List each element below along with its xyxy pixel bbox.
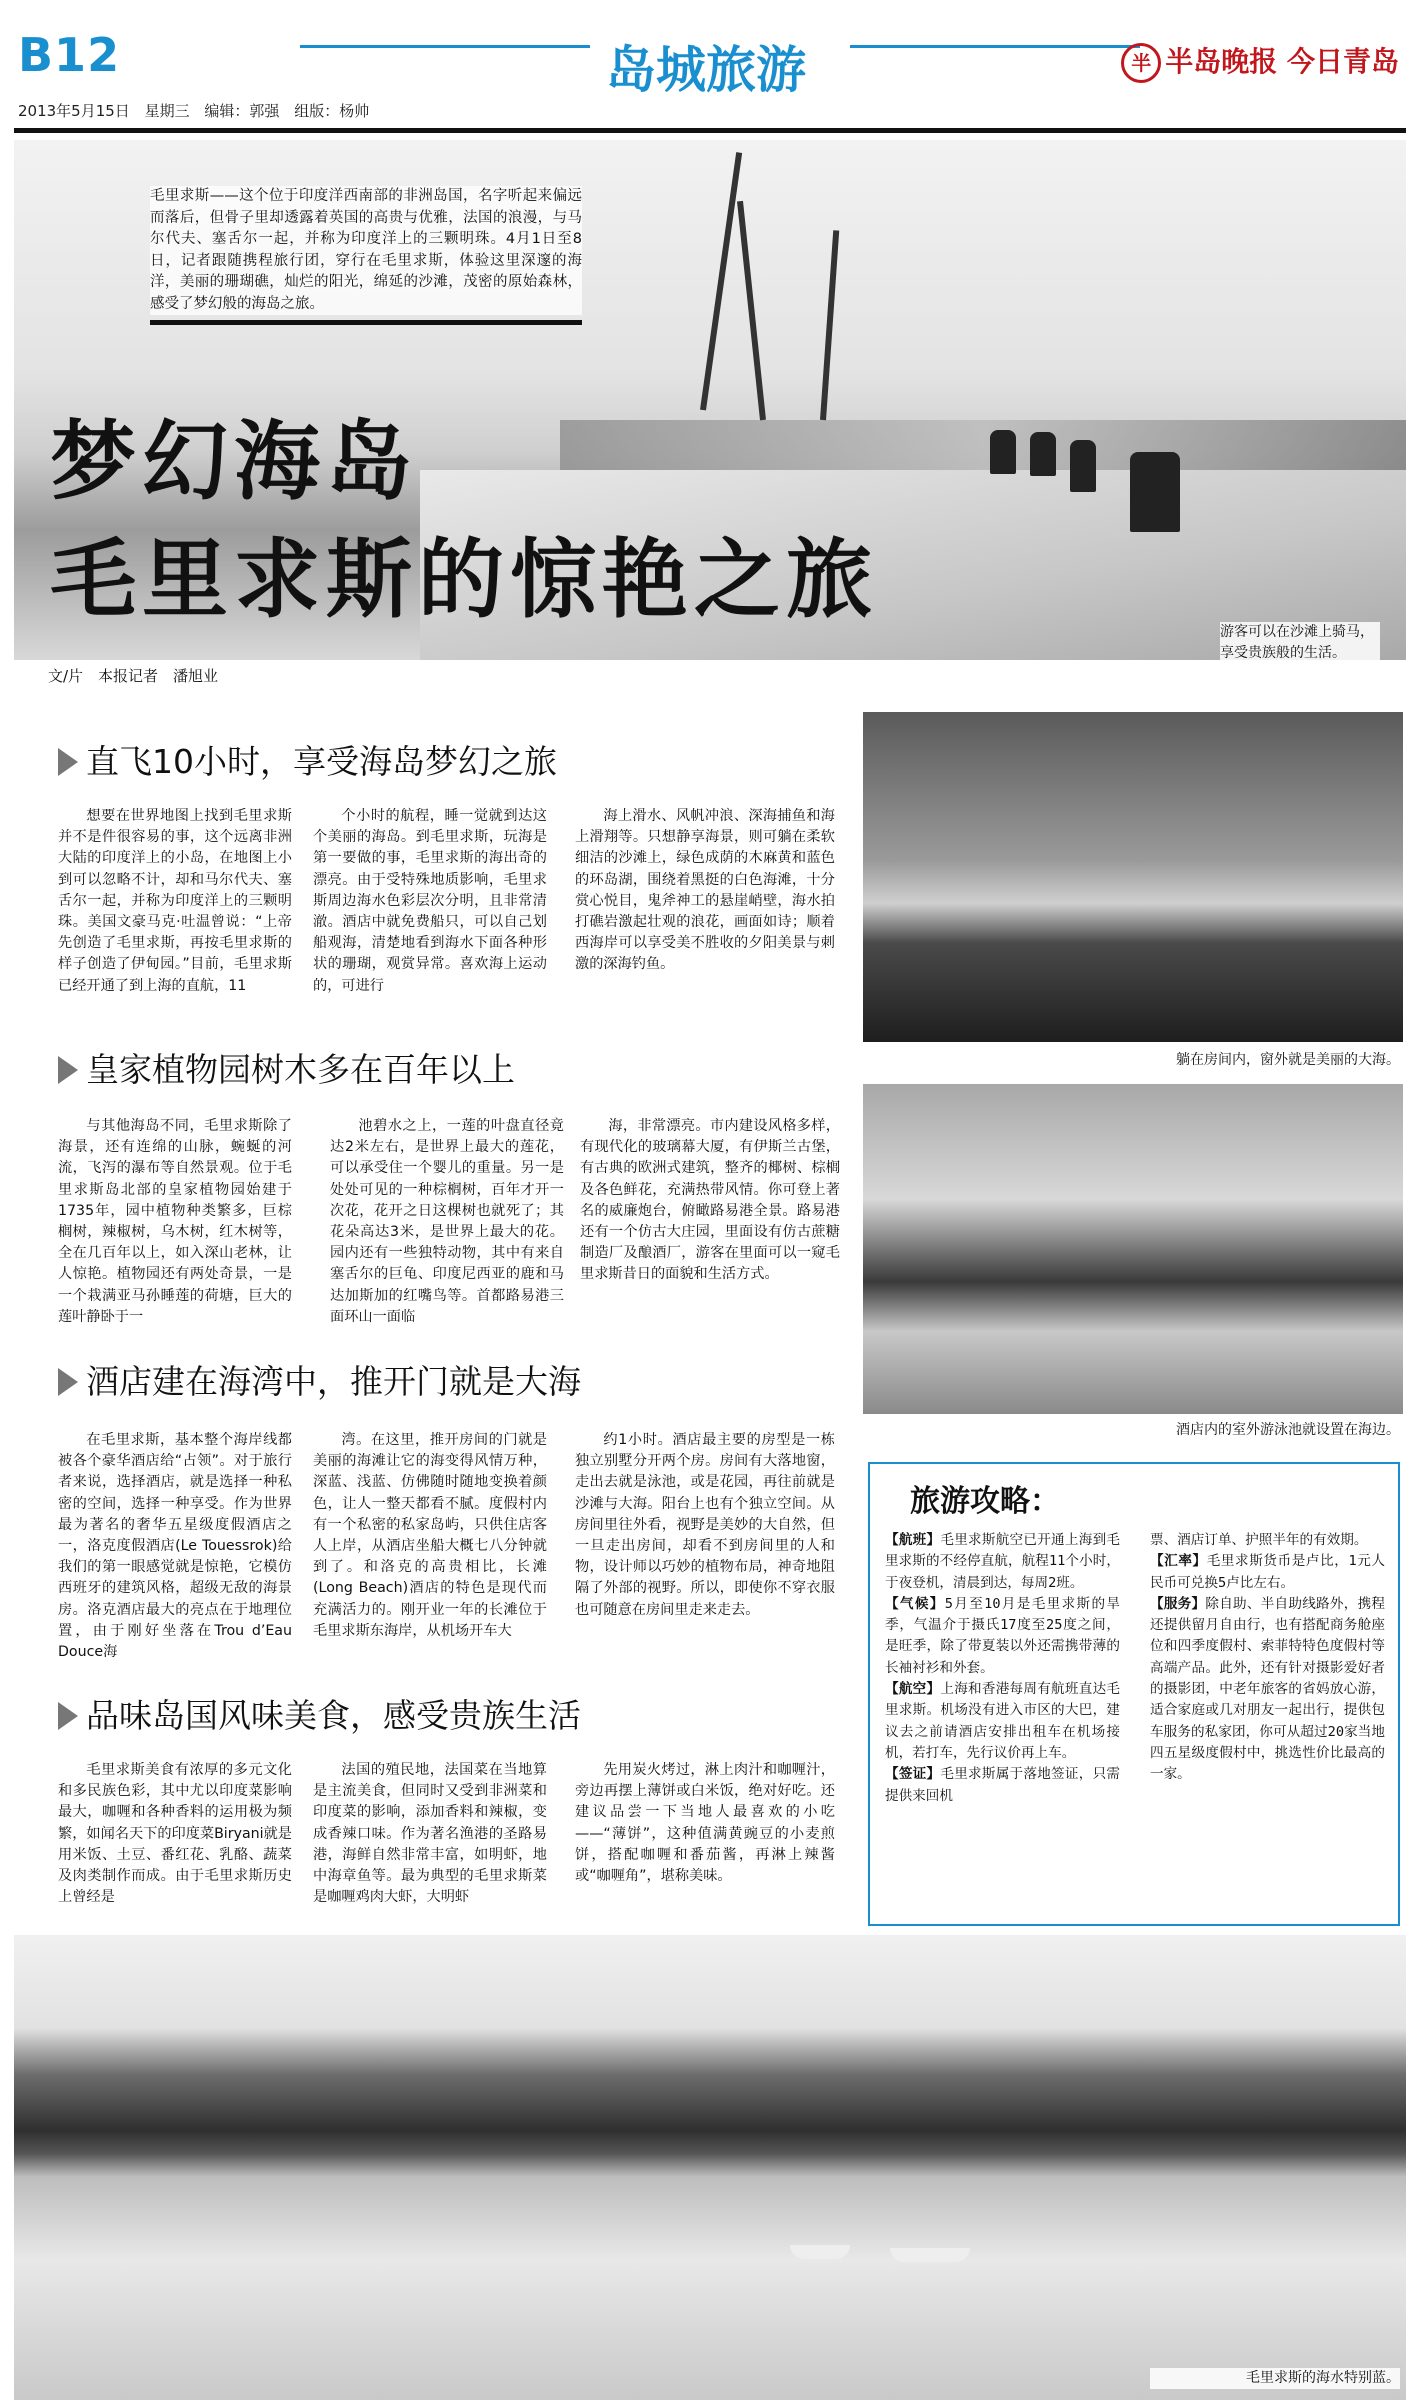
horse-rider-figure xyxy=(990,430,1016,474)
section-heading-4: 品味岛国风味美食，感受贵族生活 xyxy=(58,1690,581,1737)
travel-tip-text: 除自助、半自助线路外，携程还提供留月自由行，也有搭配商务舱座位和四季度假村、索菲特特色度假村等高端产品。此外，还有针对摄影爱好者的摄影团，中老年旅客的省妈放心游，适合家庭或几对朋友一起出行，提供包车服务的私家团，你可从超过20家当地四五星级度假村中，挑选性价比最高的一家。 xyxy=(1150,1595,1386,1783)
section-rule-left xyxy=(300,45,590,48)
travel-tip-text: 毛里求斯货币是卢比，1元人民币可兑换5卢比左右。 xyxy=(1150,1553,1385,1591)
travel-tip-item xyxy=(1150,1530,1385,1551)
issue-meta xyxy=(18,100,369,121)
travel-tip-item xyxy=(1150,1594,1385,1786)
travel-tips-title: 旅游攻略： xyxy=(910,1484,1060,1519)
section-2-col-3: 海，非常漂亮。市内建设风格多样，有现代化的玻璃幕大厦，有伊斯兰古堡，有古典的欧洲式建筑，整齐的椰树、棕榈及各色鲜花，充满热带风情。你可登上著名的威廉炮台，俯瞰路易港全景。路易港还有一个仿古大庄园，里面设有仿古蔗糖制造厂及酿酒厂，游客在里面可以一窥毛里求斯昔日的面貌和生活方式。 xyxy=(580,1118,840,1283)
horse-rider-figure xyxy=(1030,432,1056,476)
masthead-text: 半岛晚报 今日青岛 xyxy=(1165,45,1399,78)
travel-tip-item xyxy=(885,1594,1120,1679)
travel-tips-col-2 xyxy=(1150,1530,1385,1786)
section-title: 岛城旅游 xyxy=(606,41,806,99)
section-3-col-2: 湾。在这里，推开房间的门就是美丽的海滩让它的海变得风情万种，深蓝、浅蓝、仿佛随时随地变换着颜色，让人一整天都看不腻。度假村内有一个私密的私家岛屿，只供住店客人上岸，从酒店坐船大概七八分钟就到了。和洛克的高贵相比，长滩(Long Beach)酒店的特色是现代而充满活力的。刚开业一年的长滩位于毛里求斯东海岸，从机场开车大 xyxy=(313,1432,547,1639)
photo-sunset-sea xyxy=(863,712,1403,1042)
section-3-col-1: 在毛里求斯，基本整个海岸线都被各个豪华酒店给“占领”。对于旅行者来说，选择酒店，就是选择一种私密的空间，选择一种享受。作为世界最为著名的奢华五星级度假酒店之一，洛克度假酒店(Le Touessrok)给我们的第一眼感觉就是惊艳，它模仿西班牙的建筑风格，超级无敌的海景房。洛克酒店最大的亮点在于地理位置，由于刚好坐落在Trou d’Eau Douce海 xyxy=(58,1432,292,1661)
photo-bottom-caption: 毛里求斯的海水特别蓝。 xyxy=(1150,2368,1400,2389)
travel-tip-key: 【汇率】 xyxy=(1150,1553,1207,1570)
travel-tip-text: 毛里求斯属于落地签证，只需提供来回机 xyxy=(885,1766,1121,1804)
travel-tip-key: 【航班】 xyxy=(885,1532,941,1548)
section-3-col-3: 约1小时。酒店最主要的房型是一栋独立别墅分开两个房。房间有大落地窗，走出去就是泳池，或是花园，再往前就是沙滩与大海。阳台上也有个独立空间。从房间里往外看，视野是美妙的大自然，但一旦走出房间，却看不到房间里的人和物，设计师以巧妙的植物布局，神奇地阻隔了外部的视野。所以，即使你不穿衣服也可随意在房间里走来走去。 xyxy=(575,1432,835,1618)
photo-pool xyxy=(863,1084,1403,1414)
section-heading-1: 直飞10小时，享受海岛梦幻之旅 xyxy=(58,736,557,783)
triangle-bullet-icon xyxy=(58,1702,78,1730)
section-1-col-3: 海上滑水、风帆冲浪、深海捕鱼和海上滑翔等。只想静享海景，则可躺在柔软细洁的沙滩上，绿色成荫的木麻黄和蓝色的环岛湖，围绕着黑挺的白色海滩，十分赏心悦目，鬼斧神工的悬崖峭壁，海水拍打礁岩激起壮观的浪花，画面如诗；顺着西海岸可以享受美不胜收的夕阳美景与刺激的深海钓鱼。 xyxy=(575,808,835,973)
newspaper-logo-icon: 半 xyxy=(1121,43,1161,83)
travel-tip-key: 【服务】 xyxy=(1150,1595,1206,1612)
travel-tip-text: 毛里求斯航空已开通上海到毛里求斯的不经停直航，航程11个小时，于夜登机，清晨到达，每周2班。 xyxy=(885,1532,1121,1591)
travel-tip-item xyxy=(885,1764,1120,1807)
boat-figure xyxy=(790,2245,850,2259)
travel-tip-text: 上海和香港每周有航班直达毛里求斯。机场没有进入市区的大巴，建议去之前请酒店安排出租车在机场接机，若打车，先行议价再上车。 xyxy=(885,1681,1121,1761)
headline-line-2: 毛里求斯的惊艳之旅 xyxy=(50,530,878,630)
section-2-col-1: 与其他海岛不同，毛里求斯除了海景，还有连绵的山脉，蜿蜒的河流，飞泻的瀑布等自然景观。位于毛里求斯岛北部的皇家植物园始建于1735年，园中植物种类繁多，巨棕榈树，辣椒树，乌木树，红木树等，全在几百年以上，如入深山老林，让人惊艳。植物园还有两处奇景，一是一个栽满亚马孙睡莲的荷塘，巨大的莲叶静卧于一 xyxy=(58,1118,292,1325)
editor-credit: 编辑：郭强 xyxy=(204,102,280,120)
section-4-col-1: 毛里求斯美食有浓厚的多元文化和多民族色彩，其中尤以印度菜影响最大，咖喱和各种香料的运用极为频繁，如闻名天下的印度菜Biryani就是用米饭、土豆、番红花、乳酪、蔬菜及肉类制作而成。由于毛里求斯历史上曾经是 xyxy=(58,1762,292,1906)
travel-tip-item xyxy=(885,1679,1120,1764)
triangle-bullet-icon xyxy=(58,1056,78,1084)
travel-tip-item xyxy=(1150,1551,1385,1594)
travel-tips-col-1 xyxy=(885,1530,1120,1807)
triangle-bullet-icon xyxy=(58,748,78,776)
travel-tip-key: 【气候】 xyxy=(885,1595,945,1612)
section-2-col-2: 池碧水之上，一莲的叶盘直径竟达2米左右，是世界上最大的莲花，可以承受住一个婴儿的重量。另一是处处可见的一种棕榈树，百年才开一次花，花开之日这棵树也就死了；其花朵高达3米，是世界上最大的花。园内还有一些独特动物，其中有来自塞舌尔的巨龟、印度尼西亚的鹿和马达加斯加的红嘴鸟等。首都路易港三面环山一面临 xyxy=(330,1118,564,1325)
issue-weekday: 星期三 xyxy=(144,102,190,120)
page-number: B12 xyxy=(18,28,121,82)
photo-coastline-blue-sea xyxy=(14,1935,1406,2400)
header-divider xyxy=(14,128,1406,133)
intro-rule xyxy=(150,320,582,325)
travel-tip-text: 票、酒店订单、护照半年的有效期。 xyxy=(1150,1532,1368,1548)
travel-tip-text: 5月至10月是毛里求斯的旱季，气温介于摄氏17度至25度之间，是旺季，除了带夏装以外还需携带薄的长袖衬衫和外套。 xyxy=(885,1595,1120,1676)
horse-rider-figure xyxy=(1130,452,1180,532)
section-1-col-2: 个小时的航程，睡一觉就到达这个美丽的海岛。到毛里求斯，玩海是第一要做的事，毛里求斯的海出奇的漂亮。由于受特殊地质影响，毛里求斯周边海水色彩层次分明，且非常清澈。酒店中就免费船只，可以自己划船观海，清楚地看到海水下面各种形状的珊瑚，观赏异常。喜欢海上运动的，可进行 xyxy=(313,808,547,994)
section-4-col-2: 法国的殖民地，法国菜在当地算是主流美食，但同时又受到非洲菜和印度菜的影响，添加香料和辣椒，变成香辣口味。作为著名渔港的圣路易港，海鲜自然非常丰富，如明虾，地中海章鱼等。最为典型的毛里求斯菜是咖喱鸡肉大虾，大明虾 xyxy=(313,1762,547,1906)
photo-sunset-caption: 躺在房间内，窗外就是美丽的大海。 xyxy=(1100,1050,1400,1071)
hero-caption: 游客可以在沙滩上骑马，享受贵族般的生活。 xyxy=(1220,622,1380,664)
masthead xyxy=(1121,40,1399,83)
travel-tip-item xyxy=(885,1530,1120,1594)
horse-rider-figure xyxy=(1070,440,1096,492)
issue-date: 2013年5月15日 xyxy=(18,102,130,120)
section-rule-right xyxy=(850,45,1140,48)
section-1-col-1: 想要在世界地图上找到毛里求斯并不是件很容易的事，这个远离非洲大陆的印度洋上的小岛，在地图上小到可以忽略不计，却和马尔代夫、塞舌尔一起，并称为印度洋上的三颗明珠。美国文豪马克·吐温曾说：“上帝先创造了毛里求斯，再按毛里求斯的样子创造了伊甸园。”目前，毛里求斯已经开通了到上海的直航，11 xyxy=(58,808,292,994)
travel-tip-key: 【签证】 xyxy=(885,1766,941,1783)
section-heading-2: 皇家植物园树木多在百年以上 xyxy=(58,1044,515,1091)
byline: 文/片 本报记者 潘旭业 xyxy=(48,667,219,685)
section-4-col-3: 先用炭火烤过，淋上肉汁和咖喱汁，旁边再摆上薄饼或白米饭，绝对好吃。还建议品尝一下当地人最喜欢的小吃——“薄饼”，这种值满黄豌豆的小麦煎饼，搭配咖喱和番茄酱，再淋上辣酱或“咖喱角”，堪称美味。 xyxy=(575,1762,835,1885)
intro-paragraph: 毛里求斯——这个位于印度洋西南部的非洲岛国，名字听起来偏远而落后，但骨子里却透露着英国的高贵与优雅，法国的浪漫，与马尔代夫、塞舌尔一起，并称为印度洋上的三颗明珠。4月1日至8日，记者跟随携程旅行团，穿行在毛里求斯，体验这里深邃的海洋，美丽的珊瑚礁，灿烂的阳光，绵延的沙滩，茂密的原始森林，感受了梦幻般的海岛之旅。 xyxy=(150,186,582,315)
headline-line-1: 梦幻海岛 xyxy=(50,412,418,512)
travel-tip-key: 【航空】 xyxy=(885,1681,941,1698)
layout-credit: 组版：杨帅 xyxy=(294,102,370,120)
photo-pool-caption: 酒店内的室外游泳池就设置在海边。 xyxy=(1050,1420,1400,1441)
triangle-bullet-icon xyxy=(58,1368,78,1396)
section-heading-3: 酒店建在海湾中，推开门就是大海 xyxy=(58,1356,581,1403)
boat-figure xyxy=(890,2248,970,2262)
